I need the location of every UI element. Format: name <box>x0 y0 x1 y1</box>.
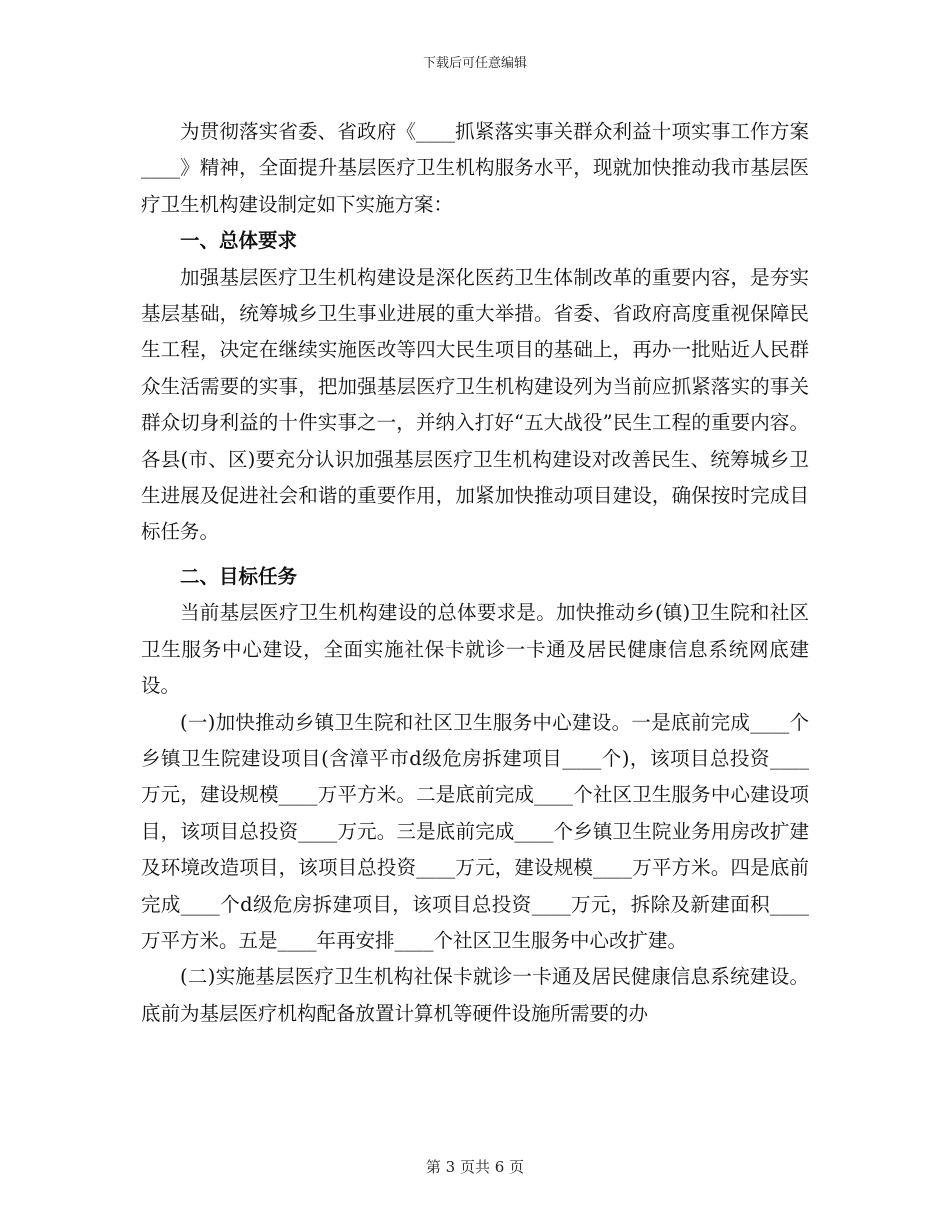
task-item-1-paragraph: (一)加快推动乡镇卫生院和社区卫生服务中心建设。一是底前完成____个乡镇卫生院建设项目(含漳平市d级危房拆建项目____个)，该项目总投资____万元，建设规模____万平方米。二是底前完成____个社区卫生服务中心建设项目，该项目总投资____万元。三是底前完成____个乡镇卫生院业务用房改扩建及环境改造项目，该项目总投资____万元，建设规模____万平方米。四是底前完成____个d级危房拆建项目，该项目总投资____万元，拆除及新建面积____万平方米。五是____年再安排____个社区卫生服务中心改扩建。 <box>141 710 809 952</box>
task-item-2-paragraph: (二)实施基层医疗卫生机构社保卡就诊一卡通及居民健康信息系统建设。底前为基层医疗机构配备放置计算机等硬件设施所需要的办 <box>141 965 809 1025</box>
target-tasks-paragraph: 当前基层医疗卫生机构建设的总体要求是。加快推动乡(镇)卫生院和社区卫生服务中心建设，全面实施社保卡就诊一卡通及居民健康信息系统网底建设。 <box>141 601 809 698</box>
page-footer: 第 3 页共 6 页 <box>425 1158 525 1176</box>
document-body <box>141 114 809 1032</box>
overall-requirements-paragraph: 加强基层医疗卫生机构建设是深化医药卫生体制改革的重要内容，是夯实基层基础，统筹城乡卫生事业进展的重大举措。省委、省政府高度重视保障民生工程，决定在继续实施医改等四大民生项目的基础上，再办一批贴近人民群众生活需要的实事，把加强基层医疗卫生机构建设列为当前应抓紧落实的事关群众切身利益的十件实事之一，并纳入打好“五大战役”民生工程的重要内容。各县(市、区)要充分认识加强基层医疗卫生机构建设对改善民生、统筹城乡卫生进展及促进社会和谐的重要作用，加紧加快推动项目建设，确保按时完成目标任务。 <box>141 265 809 544</box>
page-header: 下载后可任意编辑 <box>422 56 527 71</box>
section-heading-overall-requirements: 一、总体要求 <box>180 229 298 253</box>
intro-paragraph: 为贯彻落实省委、省政府《____抓紧落实事关群众利益十项实事工作方案____》精神，全面提升基层医疗卫生机构服务水平，现就加快推动我市基层医疗卫生机构建设制定如下实施方案： <box>141 120 809 216</box>
section-heading-target-tasks: 二、目标任务 <box>180 564 298 588</box>
